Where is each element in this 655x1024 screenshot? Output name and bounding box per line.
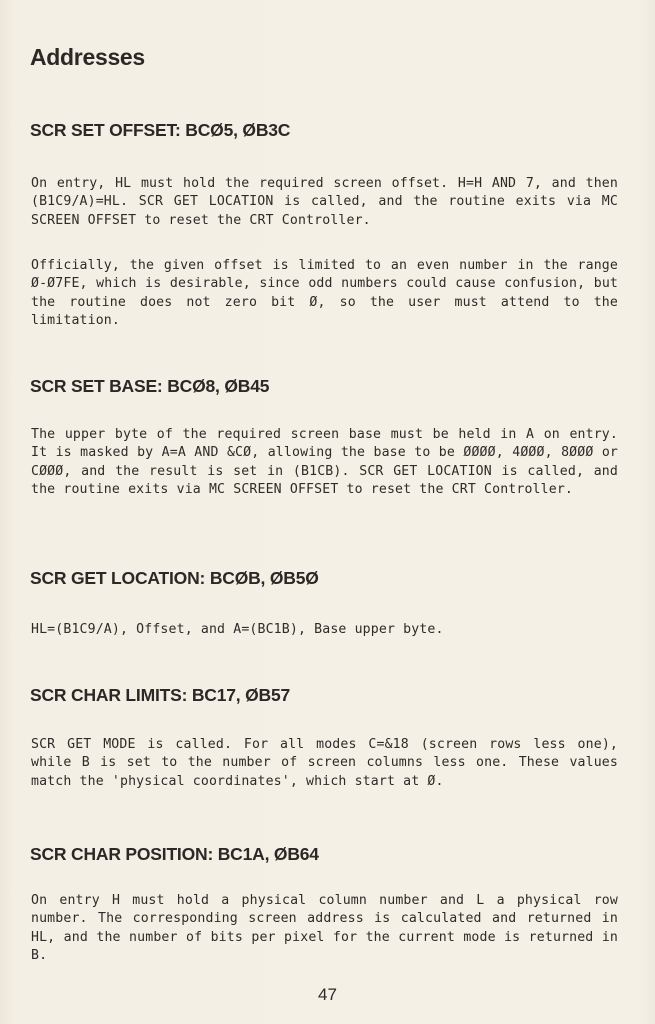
section-heading-scr-set-offset: SCR SET OFFSET: BCØ5, ØB3C	[30, 120, 291, 140]
section-heading-scr-set-base: SCR SET BASE: BCØ8, ØB45	[30, 376, 270, 396]
section-heading-scr-get-location: SCR GET LOCATION: BCØB, ØB5Ø	[30, 568, 319, 588]
section-paragraph: Officially, the given offset is limited to an even number in the range Ø-Ø7FE, which is desirable, since odd numbers could cause confusion, but the routine does not zero bit Ø, so the user must attend to the limitation.	[31, 258, 618, 328]
section-paragraph: The upper byte of the required screen base must be held in A on entry. It is masked by A=A AND &CØ, allowing the base to be ØØØØ, 4ØØØ, 8ØØØ or CØØØ, and the result is set in (B1CB). SCR GET LOCATION is called, and the routine exits via MC SCREEN OFFSET to reset the CRT Controller.	[31, 427, 618, 497]
section-paragraph: SCR GET MODE is called. For all modes C=&18 (screen rows less one), while B is set to the number of screen columns less one. These values match the 'physical coordinates', which start at Ø.	[31, 737, 618, 789]
section-paragraph: On entry H must hold a physical column number and L a physical row number. The corresponding screen address is calculated and returned in HL, and the number of bits per pixel for the current mode is returned in B.	[31, 893, 618, 963]
section-heading-scr-char-limits: SCR CHAR LIMITS: BC17, ØB57	[30, 685, 291, 705]
section-heading-scr-char-position: SCR CHAR POSITION: BC1A, ØB64	[30, 844, 319, 864]
page-title: Addresses	[30, 44, 145, 70]
section-paragraph: HL=(B1C9/A), Offset, and A=(BC1B), Base upper byte.	[31, 622, 444, 637]
section-paragraph: On entry, HL must hold the required screen offset. H=H AND 7, and then (B1C9/A)=HL. SCR GET LOCATION is called, and the routine exits via MC SCREEN OFFSET to reset the CRT Controller.	[31, 176, 618, 228]
page-number: 47	[318, 985, 337, 1004]
